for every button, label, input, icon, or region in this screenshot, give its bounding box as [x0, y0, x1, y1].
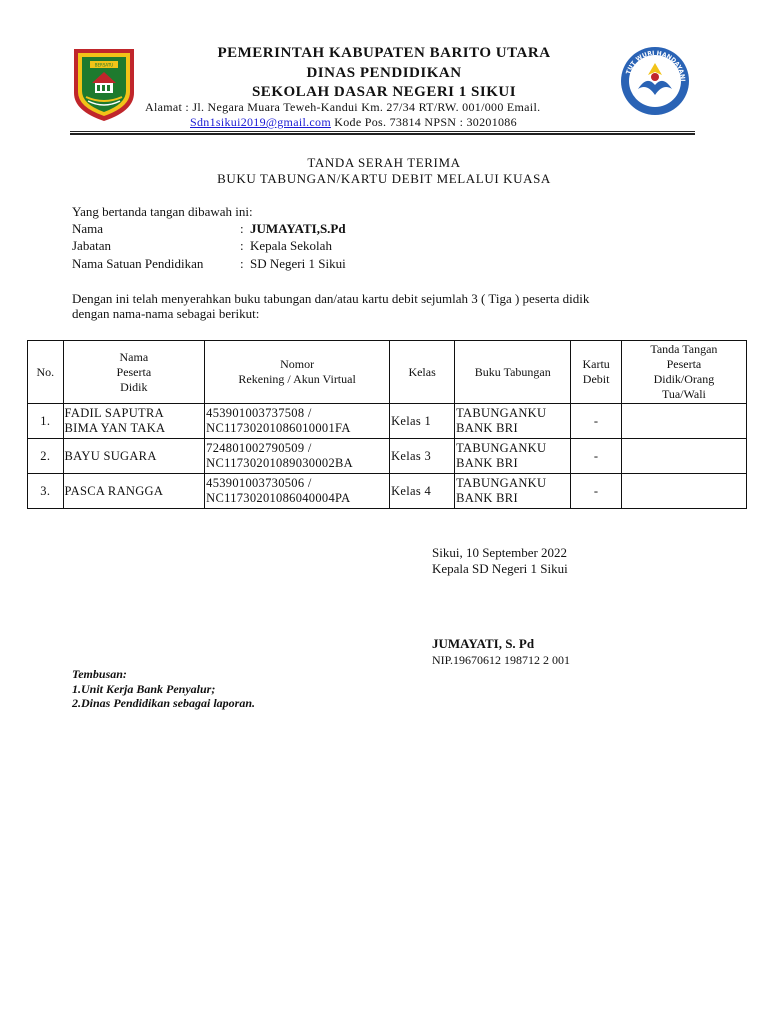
cell-kartu: -	[571, 474, 621, 509]
cell-name	[63, 439, 205, 474]
tembusan-item: 1.Unit Kerja Bank Penyalur;	[72, 682, 216, 696]
field-value-nama: JUMAYATI,S.Pd	[250, 221, 346, 236]
cell-buku	[455, 404, 571, 439]
header-buku-tabungan: Buku Tabungan	[455, 341, 571, 404]
letterhead-divider-thick	[70, 133, 695, 135]
cell-rekening-line: 724801002790509 /	[206, 441, 312, 455]
header-rekening-line: Nomor	[280, 357, 315, 371]
cell-buku	[455, 474, 571, 509]
header-ttd-line: Tanda Tangan	[650, 342, 718, 356]
cell-rekening-line: NC11730201089030002BA	[206, 456, 353, 470]
cell-buku-line: BANK BRI	[456, 491, 518, 505]
signature-nip: NIP.19670612 198712 2 001	[432, 653, 571, 667]
header-ttd-line: Didik/Orang	[653, 372, 715, 386]
header-tanda-tangan	[621, 341, 746, 404]
tembusan-item: 2.Dinas Pendidikan sebagai laporan.	[72, 696, 256, 710]
cell-buku-line: BANK BRI	[456, 421, 518, 435]
cell-signature	[621, 439, 746, 474]
field-colon: :	[240, 256, 244, 271]
cell-no: 3.	[28, 474, 64, 509]
cell-name	[63, 474, 205, 509]
header-ttd-line: Tua/Wali	[661, 387, 706, 401]
letterhead-divider	[70, 131, 695, 132]
header-kartu-debit	[571, 341, 621, 404]
cell-rekening-line: 453901003730506 /	[206, 476, 312, 490]
cell-kartu: -	[571, 404, 621, 439]
field-colon: :	[240, 221, 244, 236]
cell-buku	[455, 439, 571, 474]
field-label-nama: Nama	[72, 221, 104, 236]
signature-place-date: Sikui, 10 September 2022	[432, 545, 568, 560]
document-title: TANDA SERAH TERIMA	[307, 155, 461, 170]
cell-buku-line: TABUNGANKU	[456, 406, 547, 420]
header-nama-line: Didik	[120, 379, 148, 394]
cell-no: 1.	[28, 404, 64, 439]
cell-kartu: -	[571, 439, 621, 474]
cell-rekening	[205, 439, 390, 474]
field-colon: :	[240, 238, 244, 253]
cell-rekening-line: NC11730201086010001FA	[206, 421, 351, 435]
cell-kelas: Kelas 4	[390, 474, 455, 509]
statement-line-2: dengan nama-nama sebagai berikut:	[72, 306, 260, 321]
cell-kelas: Kelas 1	[390, 404, 455, 439]
document-subtitle: BUKU TABUNGAN/KARTU DEBIT MELALUI KUASA	[217, 171, 551, 186]
cell-name-line: BAYU SUGARA	[64, 448, 157, 463]
cell-buku-line: TABUNGANKU	[456, 441, 547, 455]
recipients-table	[27, 340, 747, 509]
statement-line-1: Dengan ini telah menyerahkan buku tabungan dan/atau kartu debit sejumlah 3 ( Tiga ) peserta didik	[72, 291, 590, 306]
field-value-jabatan: Kepala Sekolah	[250, 238, 332, 253]
letterhead-address: Alamat : Jl. Negara Muara Teweh-Kandui Km. 27/34 RT/RW. 001/000 Email.	[145, 100, 541, 114]
table-row	[28, 439, 747, 474]
header-no: No.	[28, 341, 64, 404]
cell-rekening-line: 453901003737508 /	[206, 406, 312, 420]
header-ttd-line: Peserta	[666, 357, 702, 371]
field-label-jabatan: Jabatan	[72, 238, 111, 253]
logo-left-banner: BERSATU	[94, 62, 114, 68]
header-nama	[63, 341, 205, 404]
signature-name: JUMAYATI, S. Pd	[432, 636, 535, 651]
tembusan-title: Tembusan:	[72, 667, 127, 681]
cell-rekening-line: NC11730201086040004PA	[206, 491, 351, 505]
header-kartu-line: Kartu	[582, 357, 610, 371]
table-row	[28, 474, 747, 509]
letterhead-government: PEMERINTAH KABUPATEN BARITO UTARA	[217, 45, 551, 61]
header-rekening	[205, 341, 390, 404]
table-row	[28, 404, 747, 439]
cell-buku-line: BANK BRI	[456, 456, 518, 470]
field-label-satuan: Nama Satuan Pendidikan	[72, 256, 204, 271]
header-kelas: Kelas	[390, 341, 455, 404]
signature-position: Kepala SD Negeri 1 Sikui	[432, 561, 568, 576]
cell-rekening	[205, 474, 390, 509]
letterhead-school: SEKOLAH DASAR NEGERI 1 SIKUI	[251, 84, 517, 100]
cell-name	[63, 404, 205, 439]
cell-no: 2.	[28, 439, 64, 474]
letterhead-contact	[190, 115, 517, 130]
cell-signature	[621, 404, 746, 439]
cell-rekening	[205, 404, 390, 439]
cell-buku-line: TABUNGANKU	[456, 476, 547, 490]
intro-text: Yang bertanda tangan dibawah ini:	[72, 204, 253, 219]
header-rekening-line: Rekening / Akun Virtual	[238, 372, 356, 386]
cell-signature	[621, 474, 746, 509]
cell-name-line: PASCA RANGGA	[64, 483, 164, 498]
cell-name-line: BIMA YAN TAKA	[64, 421, 166, 435]
header-nama-line: Peserta	[116, 364, 152, 379]
field-value-satuan: SD Negeri 1 Sikui	[250, 256, 346, 271]
cell-kelas: Kelas 3	[390, 439, 455, 474]
header-nama-line: Nama	[119, 349, 149, 364]
postal-npsn: Kode Pos. 73814 NPSN : 30201086	[330, 115, 517, 129]
letterhead-office: DINAS PENDIDIKAN	[306, 65, 462, 81]
logo-right-motto: TUT WURI HANDAYANI	[624, 49, 687, 82]
cell-name-line: FADIL SAPUTRA	[64, 406, 164, 420]
email-link[interactable]: Sdn1sikui2019@gmail.com	[190, 115, 331, 129]
table-header-row	[28, 341, 747, 404]
header-kartu-line: Debit	[582, 372, 610, 386]
